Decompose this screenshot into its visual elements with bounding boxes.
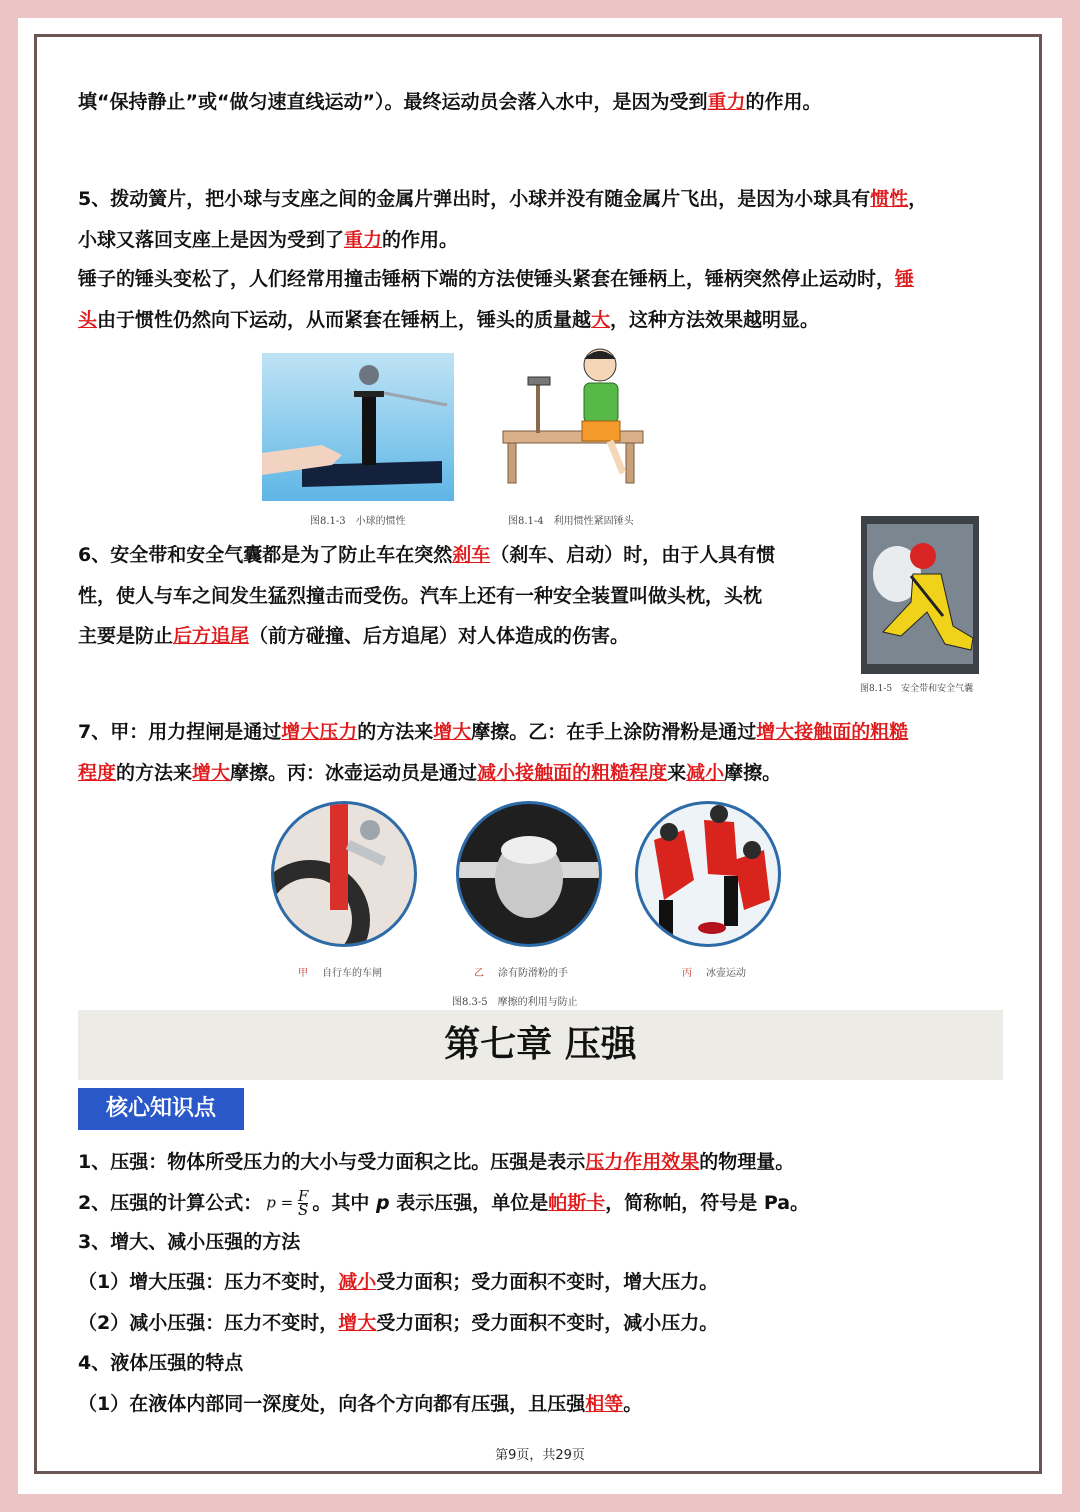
text: 。其中 <box>312 1192 377 1214</box>
text: 的方法来 <box>116 762 193 784</box>
answer: 减小接触面的粗糙程度 <box>477 762 668 784</box>
answer: 后方追尾 <box>173 625 250 647</box>
caption-label: 甲 <box>298 968 308 979</box>
text: 表示压强，单位是 <box>389 1192 549 1214</box>
answer: 头 <box>78 309 98 331</box>
airbag-photo <box>861 516 979 674</box>
text-line <box>78 720 908 744</box>
caption-text: 冰壶运动 <box>706 968 746 979</box>
curling-photo <box>634 800 782 948</box>
answer: 压力作用效果 <box>585 1151 700 1173</box>
text-line <box>78 267 914 291</box>
text: 1、压强：物体所受压力的大小与受力面积之比。压强是表示 <box>78 1151 586 1173</box>
text: 填“保持静止”或“做匀速直线运动”）。最终运动员会落入水中，是因为受到 <box>78 91 708 113</box>
answer: 惯性 <box>870 188 909 210</box>
text-line <box>78 228 458 252</box>
text-line <box>78 1311 718 1335</box>
text-line <box>78 584 762 608</box>
text: 的方法来 <box>357 721 434 743</box>
text: 5、拨动簧片，把小球与支座之间的金属片弹出时，小球并没有随金属片飞出，是因为小球具有 <box>78 188 871 210</box>
text-line <box>78 1150 794 1174</box>
text: （刹车、启动）时，由于人具有惯 <box>490 544 776 566</box>
text-line <box>78 761 781 785</box>
caption-text: 自行车的车闸 <box>322 968 382 979</box>
answer: 帕斯卡 <box>548 1192 606 1214</box>
text-line <box>78 308 819 332</box>
text: （前方碰撞、后方追尾）对人体造成的伤害。 <box>249 625 630 647</box>
text: 由于惯性仍然向下运动，从而紧套在锤柄上，锤头的质量越 <box>97 309 592 331</box>
text-line <box>78 1392 642 1416</box>
text: 的物理量。 <box>699 1151 795 1173</box>
text: （1）在液体内部同一深度处，向各个方向都有压强，且压强 <box>78 1393 586 1415</box>
text: 6、安全带和安全气囊都是为了防止车在突然 <box>78 544 453 566</box>
text: 摩擦。 <box>724 762 782 784</box>
caption-label: 丙 <box>682 968 692 979</box>
text: 受力面积；受力面积不变时，减小压力。 <box>376 1312 719 1334</box>
answer: 增大接触面的粗糙 <box>756 721 909 743</box>
answer: 重力 <box>707 91 746 113</box>
text: 受力面积；受力面积不变时，增大压力。 <box>376 1271 719 1293</box>
answer: 增大 <box>192 762 231 784</box>
answer: 增大 <box>433 721 472 743</box>
answer: 大 <box>591 309 611 331</box>
caption-text: 涂有防滑粉的手 <box>498 968 568 979</box>
text: 4、液体压强的特点 <box>78 1352 244 1374</box>
figure-caption: 图8.1-5 安全带和安全气囊 <box>860 684 974 694</box>
page-number: 第9页，共29页 <box>495 1448 585 1463</box>
chalked-hand-photo <box>455 800 603 948</box>
text: ，简称帕，符号是 Pa。 <box>605 1192 810 1214</box>
text: 主要是防止 <box>78 625 174 647</box>
figure-caption <box>298 964 382 979</box>
bike-brake-photo <box>270 800 418 948</box>
figure-caption: 图8.1-3 小球的惯性 <box>310 516 406 527</box>
hammer-illustration <box>498 343 648 491</box>
text-line <box>78 1187 810 1219</box>
chapter-title: 第七章 压强 <box>78 1010 1003 1080</box>
text-line <box>78 187 927 211</box>
text: ，这种方法效果越明显。 <box>610 309 820 331</box>
figure-caption: 图8.1-4 利用惯性紧固锤头 <box>508 516 634 527</box>
section-badge: 核心知识点 <box>78 1088 244 1130</box>
answer: 增大压力 <box>281 721 358 743</box>
text: 性，使人与车之间发生猛烈撞击而受伤。汽车上还有一种安全装置叫做头枕，头枕 <box>78 585 763 607</box>
answer: 程度 <box>78 762 117 784</box>
ball-inertia-image <box>262 353 454 501</box>
text-line <box>78 1351 243 1375</box>
formula-denominator: S <box>298 1201 309 1219</box>
pressure-formula <box>266 1187 309 1219</box>
figure-caption <box>682 964 746 979</box>
text: 7、甲：用力捏闸是通过 <box>78 721 282 743</box>
text: （1）增大压强：压力不变时， <box>78 1271 339 1293</box>
text: 的作用。 <box>382 229 459 251</box>
formula-numerator: F <box>297 1187 309 1205</box>
symbol-p: p <box>376 1192 390 1214</box>
text-line <box>78 543 775 567</box>
formula-lhs: p = <box>266 1193 294 1212</box>
answer: 重力 <box>344 229 383 251</box>
answer: 锤 <box>895 268 915 290</box>
answer: 减小 <box>686 762 725 784</box>
text-line <box>78 1230 300 1254</box>
text: 来 <box>667 762 687 784</box>
text: 小球又落回支座上是因为受到了 <box>78 229 345 251</box>
text: 2、压强的计算公式： <box>78 1192 263 1214</box>
figure-caption <box>474 964 568 979</box>
text: 。 <box>623 1393 643 1415</box>
answer: 刹车 <box>452 544 491 566</box>
text: 摩擦。乙：在手上涂防滑粉是通过 <box>471 721 757 743</box>
text: 锤子的锤头变松了，人们经常用撞击锤柄下端的方法使锤头紧套在锤柄上，锤柄突然停止运动时， <box>78 268 896 290</box>
text-line <box>78 624 629 648</box>
answer: 增大 <box>338 1312 377 1334</box>
answer: 相等 <box>585 1393 624 1415</box>
text: 摩擦。丙：冰壶运动员是通过 <box>230 762 478 784</box>
text: 的作用。 <box>745 91 822 113</box>
text-line <box>78 1270 718 1294</box>
figure-caption: 图8.3-5 摩擦的利用与防止 <box>452 997 578 1008</box>
answer: 减小 <box>338 1271 377 1293</box>
text: 3、增大、减小压强的方法 <box>78 1231 301 1253</box>
text: ， <box>908 188 928 210</box>
caption-label: 乙 <box>474 968 484 979</box>
text-line <box>78 90 821 114</box>
text: （2）减小压强：压力不变时， <box>78 1312 339 1334</box>
